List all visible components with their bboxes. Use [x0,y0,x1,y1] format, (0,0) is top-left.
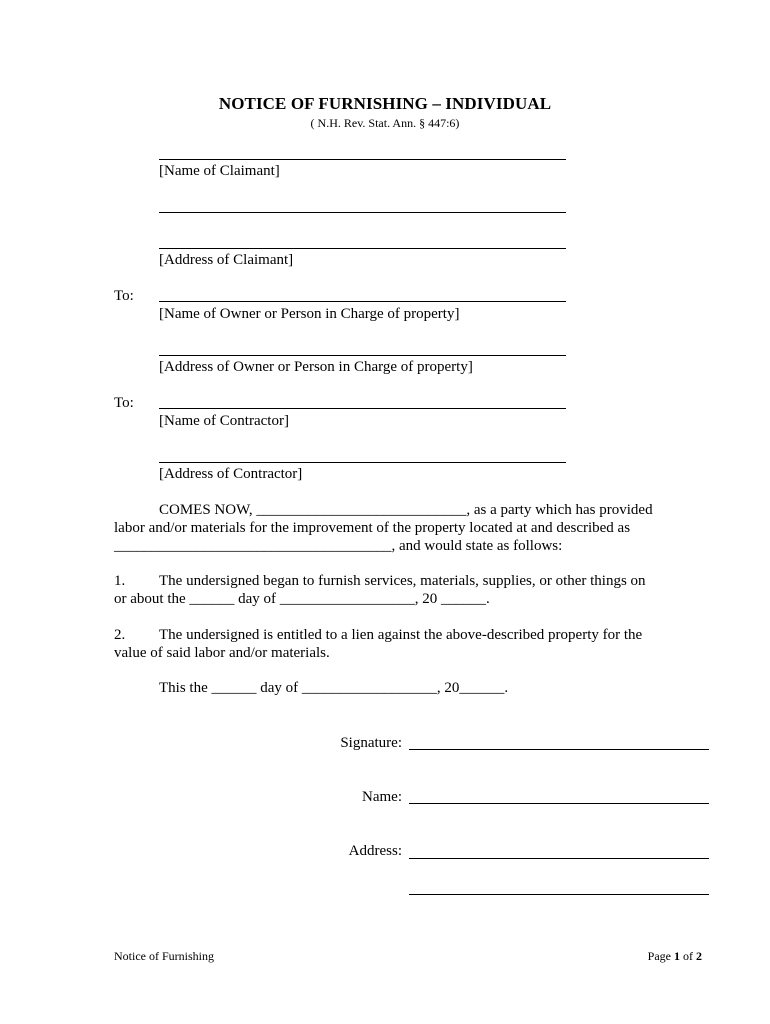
page-current: 1 [674,949,680,963]
comes-now-line-2: labor and/or materials for the improvement of the property located at and described as [114,520,631,536]
name-line[interactable] [409,803,709,804]
signature-label: Signature: [340,735,402,751]
address-line-1[interactable] [409,858,709,859]
address-label: Address: [348,843,402,859]
owner-name-line[interactable] [159,301,566,302]
comes-now-line-3: _____________________________________, and would state as follows: [114,538,563,554]
item-2-line-1: The undersigned is entitled to a lien against the above-described property for the [159,627,643,643]
item-2-number: 2. [114,627,126,643]
contractor-address-label: [Address of Contractor] [159,466,303,482]
page-total: 2 [696,949,702,963]
claimant-address-line-2[interactable] [159,248,566,249]
signature-line[interactable] [409,749,709,750]
owner-to-label: To: [114,288,134,304]
owner-address-line[interactable] [159,355,566,356]
document-title: NOTICE OF FURNISHING – INDIVIDUAL [218,94,552,113]
name-label: Name: [362,789,402,805]
statute-citation: ( N.H. Rev. Stat. Ann. § 447:6) [310,116,460,130]
item-1-line-2: or about the ______ day of __________________, 20 ______. [114,591,490,607]
claimant-name-label: [Name of Claimant] [159,163,280,179]
item-2-line-2: value of said labor and/or materials. [114,645,330,661]
footer-document-name: Notice of Furnishing [114,949,214,963]
contractor-address-line[interactable] [159,462,566,463]
address-line-2[interactable] [409,894,709,895]
item-1-line-1: The undersigned began to furnish services, materials, supplies, or other things on [159,573,646,589]
owner-name-label: [Name of Owner or Person in Charge of property] [159,306,460,322]
item-1-number: 1. [114,573,126,589]
date-line: This the ______ day of __________________, 20______. [159,680,509,696]
page-of: of [683,949,693,963]
contractor-name-label: [Name of Contractor] [159,413,289,429]
contractor-name-line[interactable] [159,408,566,409]
claimant-address-label: [Address of Claimant] [159,252,294,268]
comes-now-line-1: COMES NOW, ____________________________, as a party which has provided [159,502,653,518]
claimant-address-line-1[interactable] [159,212,566,213]
claimant-name-line[interactable] [159,159,566,160]
contractor-to-label: To: [114,395,134,411]
footer-page-number [648,949,702,964]
owner-address-label: [Address of Owner or Person in Charge of property] [159,359,473,375]
page-word: Page [647,949,671,963]
